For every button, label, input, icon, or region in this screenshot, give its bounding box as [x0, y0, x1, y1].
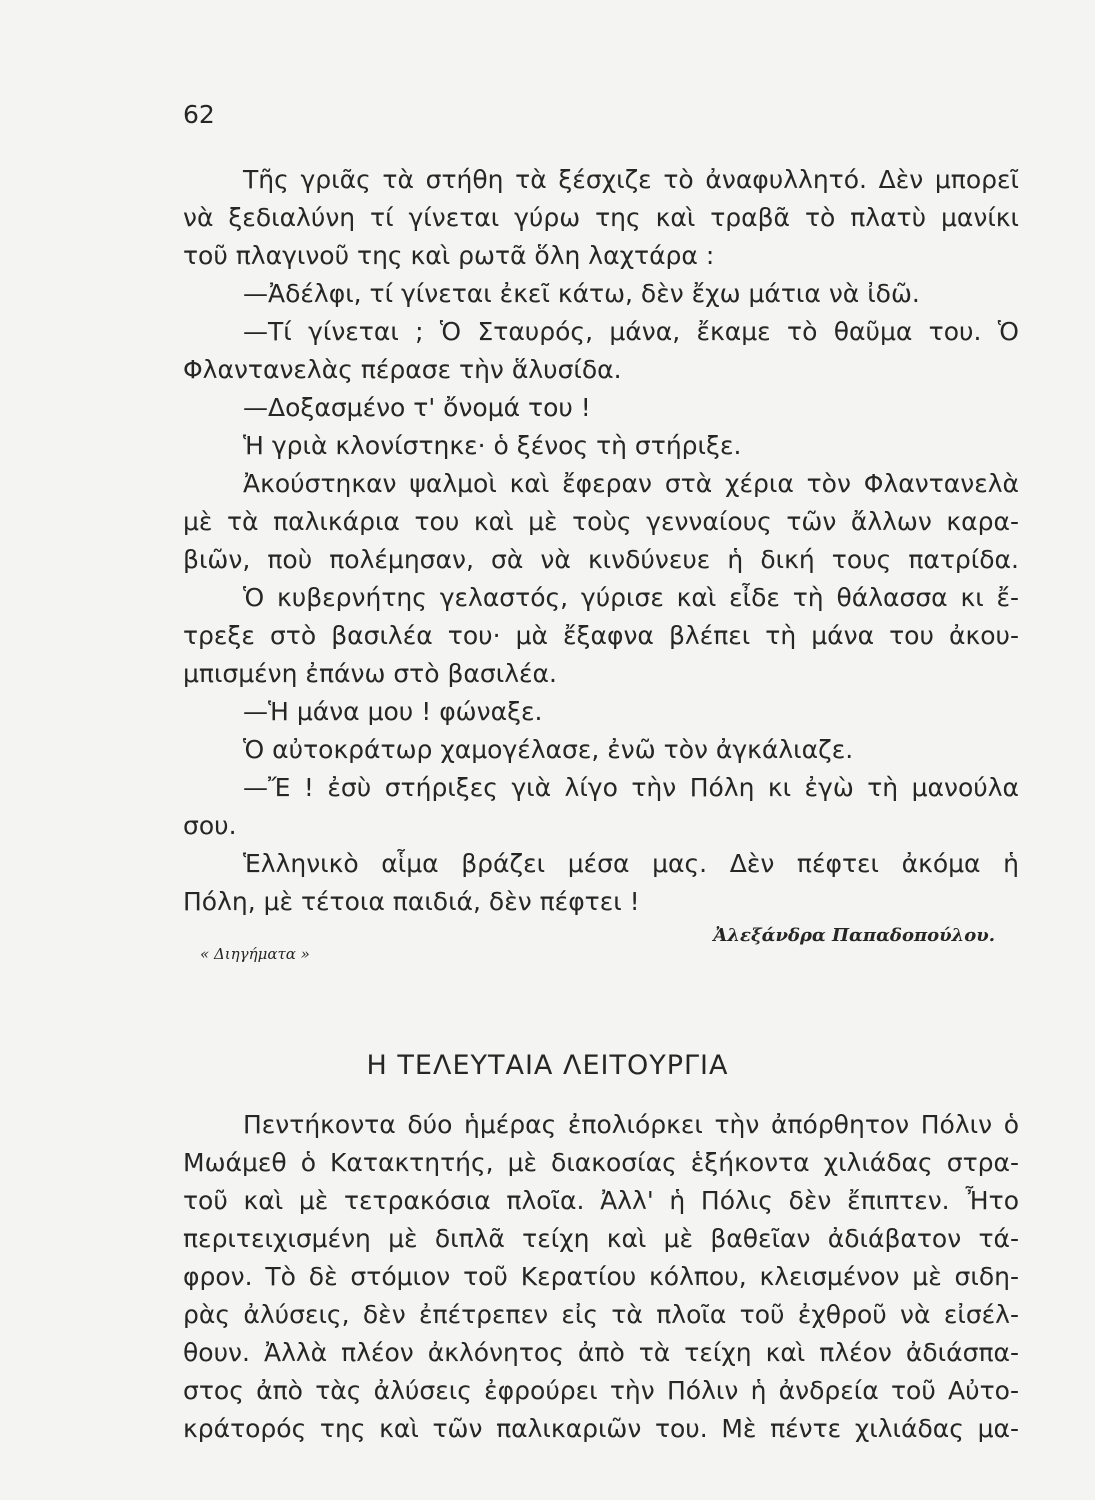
- story2-line: τοῦ καὶ μὲ τετρακόσια πλοῖα. Ἀλλ' ἡ Πόλις δὲν ἔπιπτεν. Ἦτο: [183, 1186, 1019, 1215]
- story1-line: Ὁ κυβερνήτης γελαστός, γύρισε καὶ εἶδε τὴ θάλασσα κι ἔ-: [243, 583, 1019, 612]
- story1-line: —Ἡ μάνα μου ! φώναξε.: [243, 697, 543, 726]
- story1-line: Φλαντανελὰς πέρασε τὴν ἅλυσίδα.: [183, 355, 622, 384]
- author-byline: Ἀλεξάνδρα Παπαδοπούλου.: [713, 925, 995, 946]
- story2-line: θουν. Ἀλλὰ πλέον ἀκλόνητος ἀπὸ τὰ τείχη καὶ πλέον ἀδιάσπα-: [183, 1338, 1019, 1367]
- story1-line: Ἡ γριὰ κλονίστηκε· ὁ ξένος τὴ στήριξε.: [243, 431, 742, 460]
- story1-line: —Δοξασμένο τ' ὄνομά του !: [243, 393, 591, 422]
- story2-line: Πεντήκοντα δύο ἡμέρας ἐπολιόρκει τὴν ἀπόρθητον Πόλιν ὁ: [243, 1110, 1019, 1139]
- story1-line: —Ἀδέλφι, τί γίνεται ἐκεῖ κάτω, δὲν ἔχω μάτια νὰ ἰδῶ.: [243, 279, 920, 308]
- story1-line: —Ἔ ! ἐσὺ στήριξες γιὰ λίγο τὴν Πόλη κι ἐγὼ τὴ μανούλα: [243, 773, 1019, 802]
- story1-line: Πόλη, μὲ τέτοια παιδιά, δὲν πέφτει !: [183, 887, 640, 916]
- story1-line: σου.: [183, 811, 237, 840]
- story2-line: Μωάμεθ ὁ Κατακτητής, μὲ διακοσίας ἑξήκοντα χιλιάδας στρα-: [183, 1148, 1019, 1177]
- source-citation: « Διηγήματα »: [200, 945, 310, 963]
- story2-line: κράτορός της καὶ τῶν παλικαριῶν του. Μὲ πέντε χιλιάδας μα-: [183, 1414, 1019, 1443]
- story1-line: τοῦ πλαγινοῦ της καὶ ρωτᾶ ὅλη λαχτάρα :: [183, 241, 715, 270]
- section-title: Η ΤΕΛΕΥΤΑΙΑ ΛΕΙΤΟΥΡΓΙΑ: [366, 1050, 729, 1081]
- story1-line: —Τί γίνεται ; Ὁ Σταυρός, μάνα, ἔκαμε τὸ θαῦμα του. Ὁ: [243, 317, 1019, 346]
- story1-line: νὰ ξεδιαλύνη τί γίνεται γύρω της καὶ τραβᾶ τὸ πλατὺ μανίκι: [183, 203, 1019, 232]
- story1-line: Ἀκούστηκαν ψαλμοὶ καὶ ἔφεραν στὰ χέρια τὸν Φλαντανελὰ: [243, 469, 1019, 498]
- story1-line: Ὁ αὐτοκράτωρ χαμογέλασε, ἐνῶ τὸν ἀγκάλιαζε.: [243, 735, 854, 764]
- story2-line: στος ἀπὸ τὰς ἀλύσεις ἐφρούρει τὴν Πόλιν ἡ ἀνδρεία τοῦ Αὐτο-: [183, 1376, 1019, 1405]
- story1-line: βιῶν, ποὺ πολέμησαν, σὰ νὰ κινδύνευε ἡ δική τους πατρίδα.: [183, 545, 1019, 574]
- story2-line: περιτειχισμένη μὲ διπλᾶ τείχη καὶ μὲ βαθεῖαν ἀδιάβατον τά-: [183, 1224, 1019, 1253]
- story2-line: φρον. Τὸ δὲ στόμιον τοῦ Κερατίου κόλπου, κλεισμένον μὲ σιδη-: [183, 1262, 1019, 1291]
- story1-line: Ἑλληνικὸ αἷμα βράζει μέσα μας. Δὲν πέφτει ἀκόμα ἡ: [243, 849, 1019, 878]
- story1-line: μπισμένη ἐπάνω στὸ βασιλέα.: [183, 659, 557, 688]
- story1-line: Τῆς γριᾶς τὰ στήθη τὰ ξέσχιζε τὸ ἀναφυλλητό. Δὲν μπορεῖ: [243, 165, 1019, 194]
- story1-line: τρεξε στὸ βασιλέα του· μὰ ἔξαφνα βλέπει τὴ μάνα του ἀκου-: [183, 621, 1019, 650]
- page-number: 62: [183, 100, 215, 129]
- story2-line: ρὰς ἀλύσεις, δὲν ἐπέτρεπεν εἰς τὰ πλοῖα τοῦ ἐχθροῦ νὰ εἰσέλ-: [183, 1300, 1019, 1329]
- story1-line: μὲ τὰ παλικάρια του καὶ μὲ τοὺς γενναίους τῶν ἄλλων καρα-: [183, 507, 1019, 536]
